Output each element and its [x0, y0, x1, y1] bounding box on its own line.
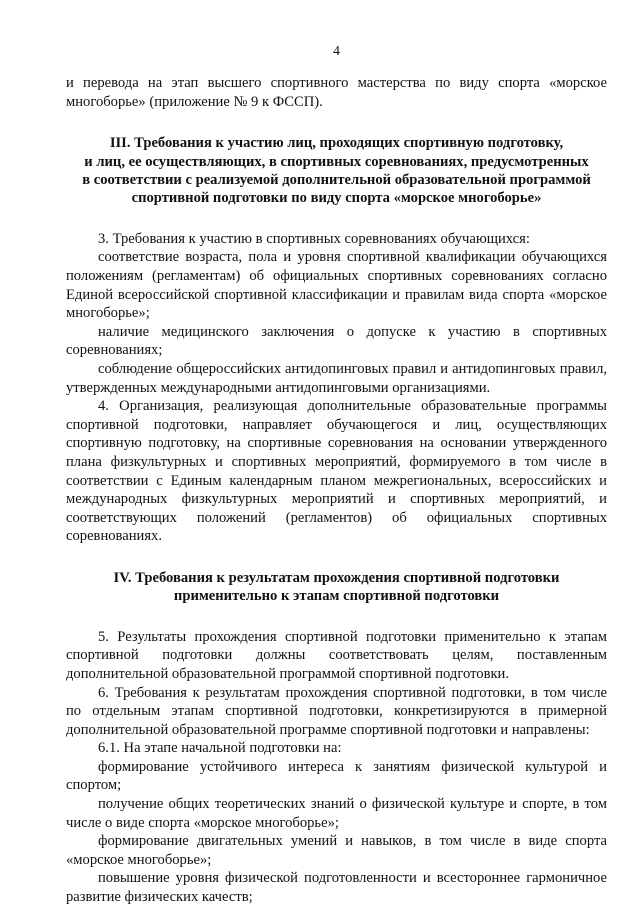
paragraph-theoretical-knowledge: получение общих теоретических знаний о физической культуре и спорте, в том числе о виде спорта «морское многоборье»;	[66, 796, 607, 831]
section-4-heading	[66, 569, 607, 606]
paragraph-stable-interest: формирование устойчивого интереса к занятиям физической культурой и спортом;	[66, 758, 607, 794]
paragraph-6-1-initial-stage: 6.1. На этапе начальной подготовки на:	[98, 740, 342, 757]
section-3-heading	[66, 134, 607, 208]
section-4-title-line: применительно к этапам спортивной подготовки	[173, 588, 500, 605]
section-4-title-line: IV. Требования к результатам прохождения спортивной подготовки	[113, 569, 560, 586]
paragraph-6-requirements: 6. Требования к результатам прохождения спортивной подготовки, в том числе по отдельным этапам спортивной подготовки, конкретизируются в примерной дополнительной образовательной программе спортивной подготовки и направлены:	[66, 684, 607, 738]
paragraph-motor-skills: формирование двигательных умений и навыков, в том числе в виде спорта «морское многоборье»;	[66, 833, 607, 868]
paragraph-4-organization: 4. Организация, реализующая дополнительные образовательные программы спортивной подготовки, направляет обучающегося и лиц, осуществляющих спортивную подготовку, на спортивные соревнования на основании утвержденного плана физкультурных и спортивных мероприятий, формируемого в том числе в соответствии с Единым календарным планом межрегиональных, всероссийских и международных физкультурных мероприятий и спортивных мероприятий, и соответствующих положений (регламентов) об официальных спортивных соревнованиях.	[66, 398, 607, 545]
paragraph-age-gender-qualification: соответствие возраста, пола и уровня спортивной квалификации обучающихся положениям (регламентам) об официальных спортивных соревнованиях согласно Единой всероссийской спортивной классификации и правилам вида спорта «морское многоборье»;	[66, 249, 607, 322]
page-number: 4	[333, 44, 340, 59]
section-3-title	[66, 134, 607, 208]
paragraph-medical-conclusion: наличие медицинского заключения о допуске к участию в спортивных соревнованиях;	[66, 323, 607, 359]
paragraph-3-requirements: 3. Требования к участию в спортивных соревнованиях обучающихся:	[98, 230, 530, 247]
section-3-title-line: спортивной подготовки по виду спорта «морское многоборье»	[131, 190, 542, 207]
intro-paragraph: и перевода на этап высшего спортивного мастерства по виду спорта «морское многоборье» (приложение № 9 к ФССП).	[66, 75, 607, 110]
paragraph-antidoping-rules: соблюдение общероссийских антидопинговых правил и антидопинговых правил, утвержденных международными антидопинговыми организациями.	[66, 360, 607, 396]
paragraph-5-results: 5. Результаты прохождения спортивной подготовки применительно к этапам спортивной подготовки должны соответствовать целям, поставленным дополнительной образовательной программой спортивной подготовки.	[66, 628, 607, 682]
section-3-title-line: в соответствии с реализуемой дополнительной образовательной программой	[82, 172, 591, 188]
section-3-title-line: III. Требования к участию лиц, проходящих спортивную подготовку,	[109, 135, 564, 152]
paragraph-physical-fitness: повышение уровня физической подготовленности и всестороннее гармоничное развитие физических качеств;	[66, 870, 607, 906]
section-4-title	[66, 569, 607, 606]
section-3-title-line: и лиц, ее осуществляющих, в спортивных соревнованиях, предусмотренных	[84, 153, 589, 170]
